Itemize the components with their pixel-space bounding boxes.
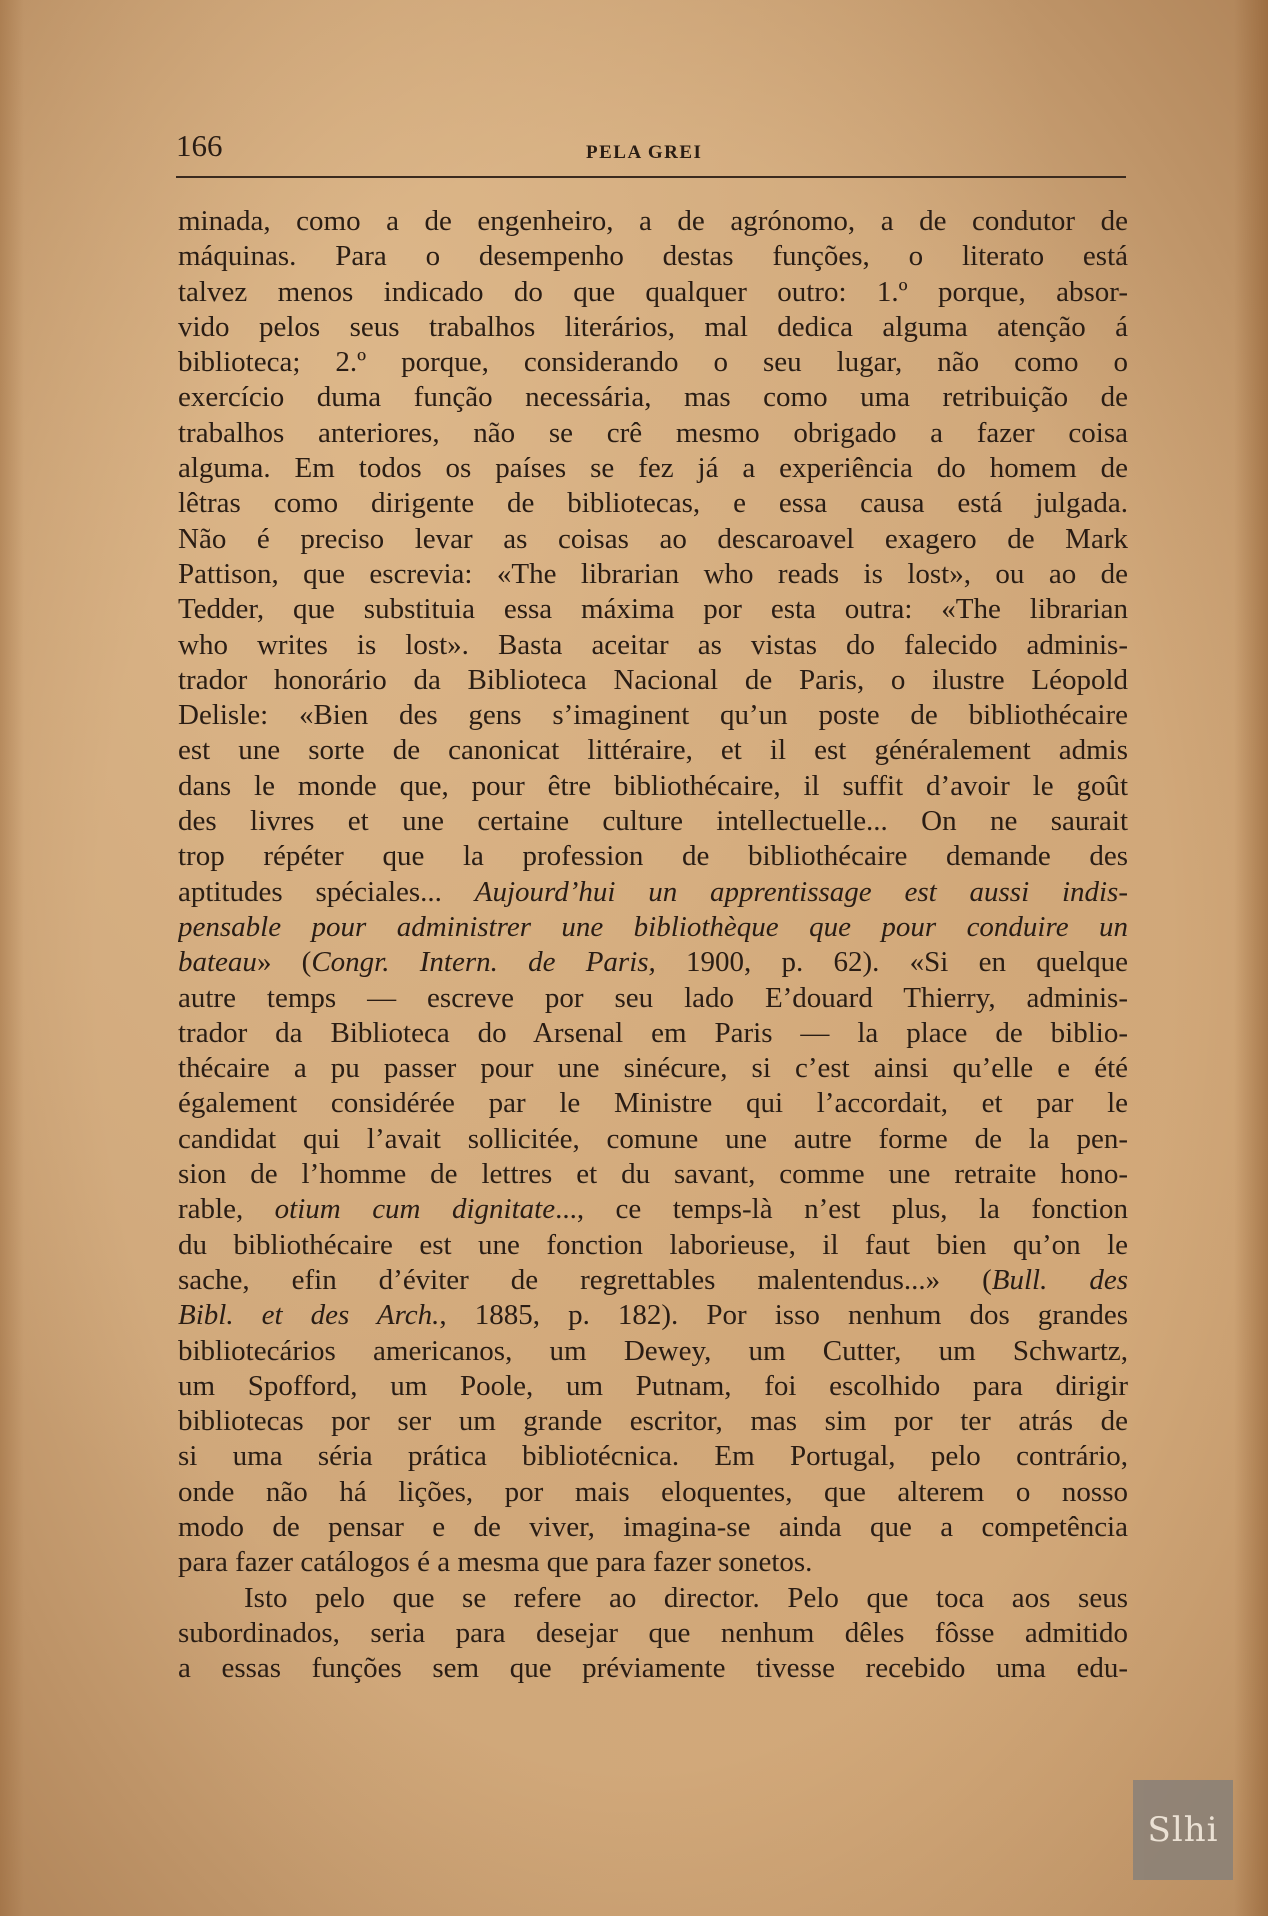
text-line	[178, 1581, 1128, 1616]
text-line	[178, 1475, 1128, 1510]
text-line	[178, 592, 1128, 627]
text-line	[178, 1228, 1128, 1263]
text-line	[178, 981, 1128, 1016]
text-line	[178, 275, 1128, 310]
text-segment: exercício duma função necessária, mas como uma retribuição de	[178, 381, 1128, 414]
text-line	[178, 1439, 1128, 1474]
text-line	[178, 1616, 1128, 1651]
text-segment: a essas funções sem que préviamente tivesse recebido uma edu-	[178, 1652, 1128, 1685]
text-segment: 1900, p. 62). «Si en quelque	[655, 946, 1128, 979]
text-segment: who writes is lost». Basta aceitar as vistas do falecido adminis-	[178, 628, 1128, 661]
text-line	[178, 1510, 1128, 1545]
text-line	[178, 733, 1128, 768]
text-segment: rable,	[178, 1193, 275, 1226]
text-line	[178, 557, 1128, 592]
text-line	[178, 1016, 1128, 1051]
text-line	[178, 875, 1128, 910]
text-segment: sion de l’homme de lettres et du savant, comme une retraite hono-	[178, 1158, 1128, 1191]
text-line	[178, 486, 1128, 521]
text-line	[178, 1122, 1128, 1157]
text-segment: Pattison, que escrevia: «The librarian who reads is lost», ou ao de	[178, 557, 1128, 590]
text-segment: trador da Biblioteca do Arsenal em Paris — la place de biblio-	[178, 1016, 1128, 1049]
page-right-shadow	[1234, 0, 1268, 1916]
text-line	[178, 310, 1128, 345]
body-text	[178, 204, 1128, 1686]
text-line	[178, 1051, 1128, 1086]
text-line	[178, 451, 1128, 486]
text-segment: si uma séria prática bibliotécnica. Em Portugal, pelo contrário,	[178, 1440, 1128, 1473]
text-line	[178, 1545, 1128, 1580]
italic-text-segment: Congr. Intern. de Paris,	[311, 946, 656, 979]
text-segment: biblioteca; 2.º porque, considerando o seu lugar, não como o	[178, 346, 1128, 379]
text-line	[178, 1086, 1128, 1121]
text-line	[178, 204, 1128, 239]
text-segment: autre temps — escreve por seu lado E’douard Thierry, adminis-	[178, 981, 1128, 1014]
text-segment: Isto pelo que se refere ao director. Pelo que toca aos seus	[244, 1581, 1128, 1614]
text-segment: para fazer catálogos é a mesma que para fazer sonetos.	[178, 1546, 813, 1579]
text-line	[178, 416, 1128, 451]
text-line	[178, 1192, 1128, 1227]
text-line	[178, 1369, 1128, 1404]
text-segment: vido pelos seus trabalhos literários, mal dedica alguma atenção á	[178, 310, 1128, 343]
text-segment: thécaire a pu passer pour une sinécure, si c’est ainsi qu’elle e été	[178, 1052, 1128, 1085]
running-head: PELA GREI	[586, 142, 703, 163]
text-line	[178, 698, 1128, 733]
page-number: 166	[176, 128, 223, 163]
library-logo	[1133, 1780, 1233, 1880]
text-line	[178, 628, 1128, 663]
text-segment: onde não há lições, por mais eloquentes, que alterem o nosso	[178, 1475, 1128, 1508]
text-segment: des livres et une certaine culture intellectuelle... On ne saurait	[178, 805, 1128, 838]
text-line	[178, 1651, 1128, 1686]
text-segment: minada, como a de engenheiro, a de agrónomo, a de condutor de	[178, 205, 1128, 237]
page-left-shadow	[0, 0, 24, 1916]
text-line	[178, 839, 1128, 874]
text-line	[178, 1298, 1128, 1333]
text-segment: candidat qui l’avait sollicitée, comune une autre forme de la pen-	[178, 1122, 1128, 1155]
library-logo-text: Slhi	[1147, 1810, 1219, 1850]
text-segment: alguma. Em todos os países se fez já a experiência do homem de	[178, 452, 1128, 485]
italic-text-segment: bateau	[178, 946, 257, 979]
italic-text-segment: otium cum dignitate	[274, 1193, 556, 1226]
text-line	[178, 239, 1128, 274]
italic-text-segment: Aujourd’hui un apprentissage est aussi indis-	[474, 875, 1128, 908]
text-segment: Delisle: «Bien des gens s’imaginent qu’un poste de bibliothécaire	[178, 699, 1128, 732]
text-segment: modo de pensar e de viver, imagina-se ainda que a competência	[178, 1510, 1128, 1543]
page-header	[176, 126, 1126, 178]
text-segment: lêtras como dirigente de bibliotecas, e essa causa está julgada.	[178, 487, 1128, 520]
text-line	[178, 769, 1128, 804]
text-line	[178, 1157, 1128, 1192]
text-segment: » (	[256, 946, 312, 979]
text-segment: du bibliothécaire est une fonction laborieuse, il faut bien qu’on le	[178, 1228, 1128, 1261]
text-line	[178, 804, 1128, 839]
italic-text-segment: pensable pour administrer une bibliothèque que pour conduire un	[178, 910, 1128, 943]
text-segment: trabalhos anteriores, não se crê mesmo obrigado a fazer coisa	[178, 416, 1128, 449]
text-segment: trop répéter que la profession de bibliothécaire demande des	[178, 840, 1128, 873]
text-line	[178, 1334, 1128, 1369]
text-line	[178, 663, 1128, 698]
text-segment: Não é preciso levar as coisas ao descaroavel exagero de Mark	[178, 522, 1128, 555]
text-segment: Tedder, que substituia essa máxima por esta outra: «The librarian	[178, 593, 1128, 626]
text-segment: um Spofford, um Poole, um Putnam, foi escolhido para dirigir	[178, 1369, 1128, 1402]
text-segment: trador honorário da Biblioteca Nacional de Paris, o ilustre Léopold	[178, 663, 1128, 696]
text-segment: dans le monde que, pour être bibliothécaire, il suffit d’avoir le goût	[178, 769, 1128, 802]
text-segment: aptitudes spéciales...	[178, 875, 475, 908]
text-line	[178, 910, 1128, 945]
text-segment: bibliotecários americanos, um Dewey, um Cutter, um Schwartz,	[178, 1334, 1128, 1367]
text-segment: máquinas. Para o desempenho destas funções, o literato está	[178, 240, 1128, 273]
text-segment: , 1885, p. 182). Por isso nenhum dos grandes	[439, 1299, 1128, 1332]
text-line	[178, 1404, 1128, 1439]
italic-text-segment: Bibl. et des Arch.	[178, 1299, 440, 1332]
text-line	[178, 1263, 1128, 1298]
text-segment: subordinados, seria para desejar que nenhum dêles fôsse admitido	[178, 1616, 1128, 1649]
text-line	[178, 522, 1128, 557]
text-line	[178, 345, 1128, 380]
text-segment: talvez menos indicado do que qualquer outro: 1.º porque, absor-	[178, 275, 1128, 308]
text-segment: sache, efin d’éviter de regrettables malentendus...» (	[178, 1263, 992, 1296]
text-line	[178, 945, 1128, 980]
text-segment: bibliotecas por ser um grande escritor, mas sim por ter atrás de	[178, 1405, 1128, 1438]
text-segment: est une sorte de canonicat littéraire, et il est généralement admis	[178, 734, 1128, 767]
text-segment: ..., ce temps-là n’est plus, la fonction	[555, 1193, 1128, 1226]
text-segment: également considérée par le Ministre qui l’accordait, et par le	[178, 1087, 1128, 1120]
text-line	[178, 380, 1128, 415]
italic-text-segment: Bull. des	[991, 1263, 1128, 1296]
